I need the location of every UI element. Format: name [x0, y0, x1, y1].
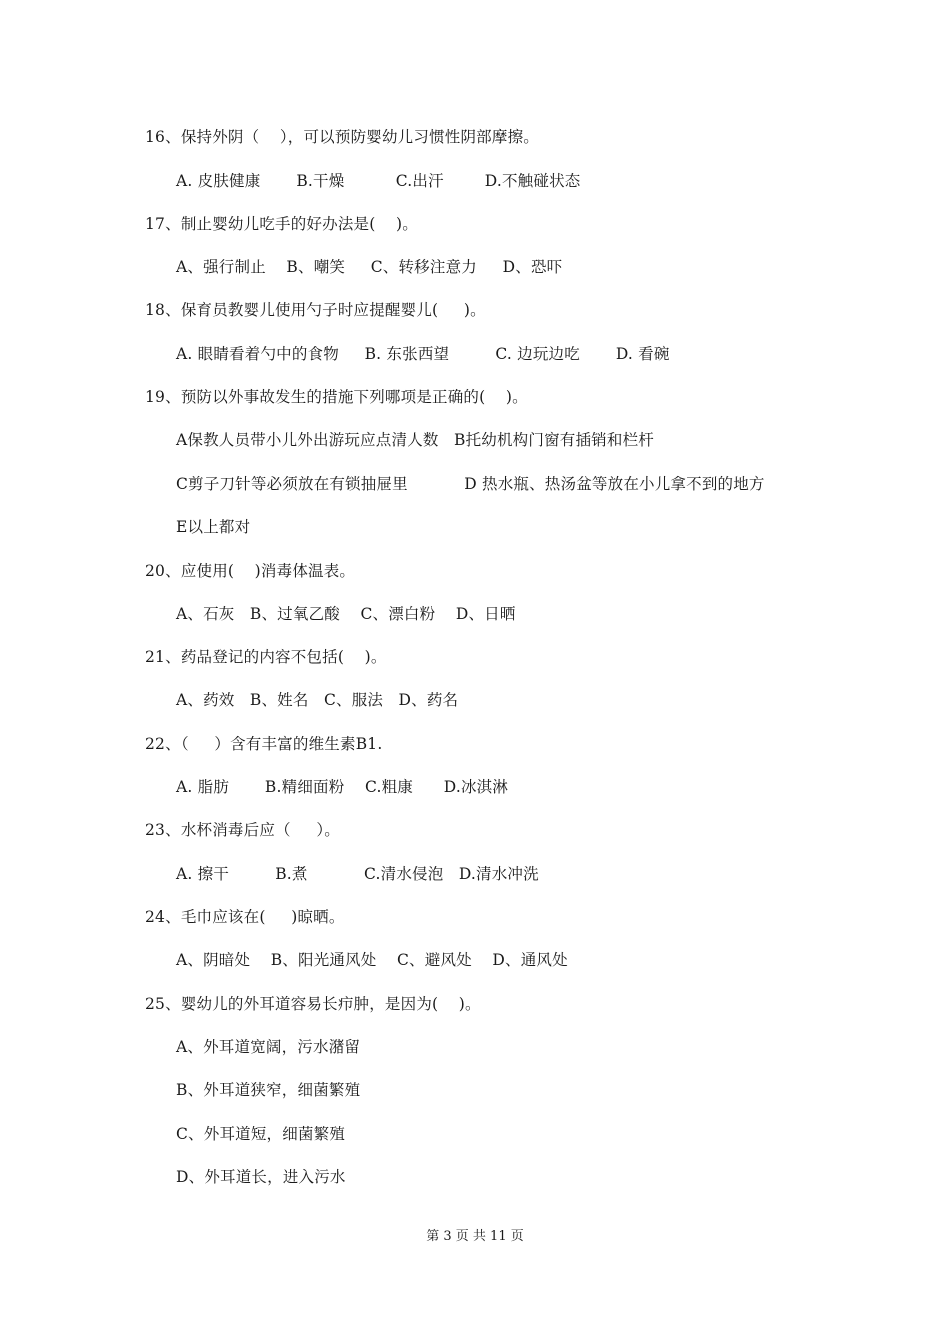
question-19-option-cd: C剪子刀针等必须放在有锁抽屉里 D 热水瓶、热汤盆等放在小儿拿不到的地方 — [176, 475, 765, 493]
question-23: 23、水杯消毒后应（ ）。 — [145, 821, 341, 839]
question-25-option-b: B、外耳道狭窄，细菌繁殖 — [176, 1081, 361, 1099]
question-25-option-c: C、外耳道短，细菌繁殖 — [176, 1125, 346, 1143]
question-18-options: A. 眼睛看着勺中的食物 B. 东张西望 C. 边玩边吃 D. 看碗 — [176, 345, 670, 363]
question-24: 24、毛巾应该在( )晾晒。 — [145, 908, 345, 926]
question-22-options: A. 脂肪 B.精细面粉 C.粗康 D.冰淇淋 — [176, 778, 509, 796]
question-25-option-a: A、外耳道宽阔，污水潴留 — [176, 1038, 361, 1056]
question-22: 22、（ ）含有丰富的维生素B1. — [145, 735, 383, 753]
question-20-options: A、石灰 B、过氧乙酸 C、漂白粉 D、日晒 — [176, 605, 516, 623]
question-19: 19、预防以外事故发生的措施下列哪项是正确的( )。 — [145, 388, 528, 406]
question-19-option-e: E以上都对 — [176, 518, 251, 536]
question-20: 20、应使用( )消毒体温表。 — [145, 562, 356, 580]
question-21-options: A、药效 B、姓名 C、服法 D、药名 — [176, 691, 459, 709]
question-16-options: A. 皮肤健康 B.干燥 C.出汗 D.不触碰状态 — [176, 172, 581, 190]
question-21: 21、药品登记的内容不包括( )。 — [145, 648, 387, 666]
question-24-options: A、阴暗处 B、阳光通风处 C、避风处 D、通风处 — [176, 951, 568, 969]
question-25-option-d: D、外耳道长，进入污水 — [176, 1168, 346, 1186]
page-number-footer: 第 3 页 共 11 页 — [426, 1229, 524, 1244]
question-18: 18、保育员教婴儿使用勺子时应提醒婴儿( )。 — [145, 301, 486, 319]
question-17: 17、制止婴幼儿吃手的好办法是( )。 — [145, 215, 418, 233]
question-17-options: A、强行制止 B、嘲笑 C、转移注意力 D、恐吓 — [176, 258, 563, 276]
question-25: 25、婴幼儿的外耳道容易长疖肿，是因为( )。 — [145, 995, 481, 1013]
question-23-options: A. 擦干 B.煮 C.清水侵泡 D.清水冲洗 — [176, 865, 539, 883]
question-19-option-ab: A保教人员带小儿外出游玩应点清人数 B托幼机构门窗有插销和栏杆 — [176, 431, 654, 449]
question-16: 16、保持外阴（ ），可以预防婴幼儿习惯性阴部摩擦。 — [145, 128, 539, 146]
